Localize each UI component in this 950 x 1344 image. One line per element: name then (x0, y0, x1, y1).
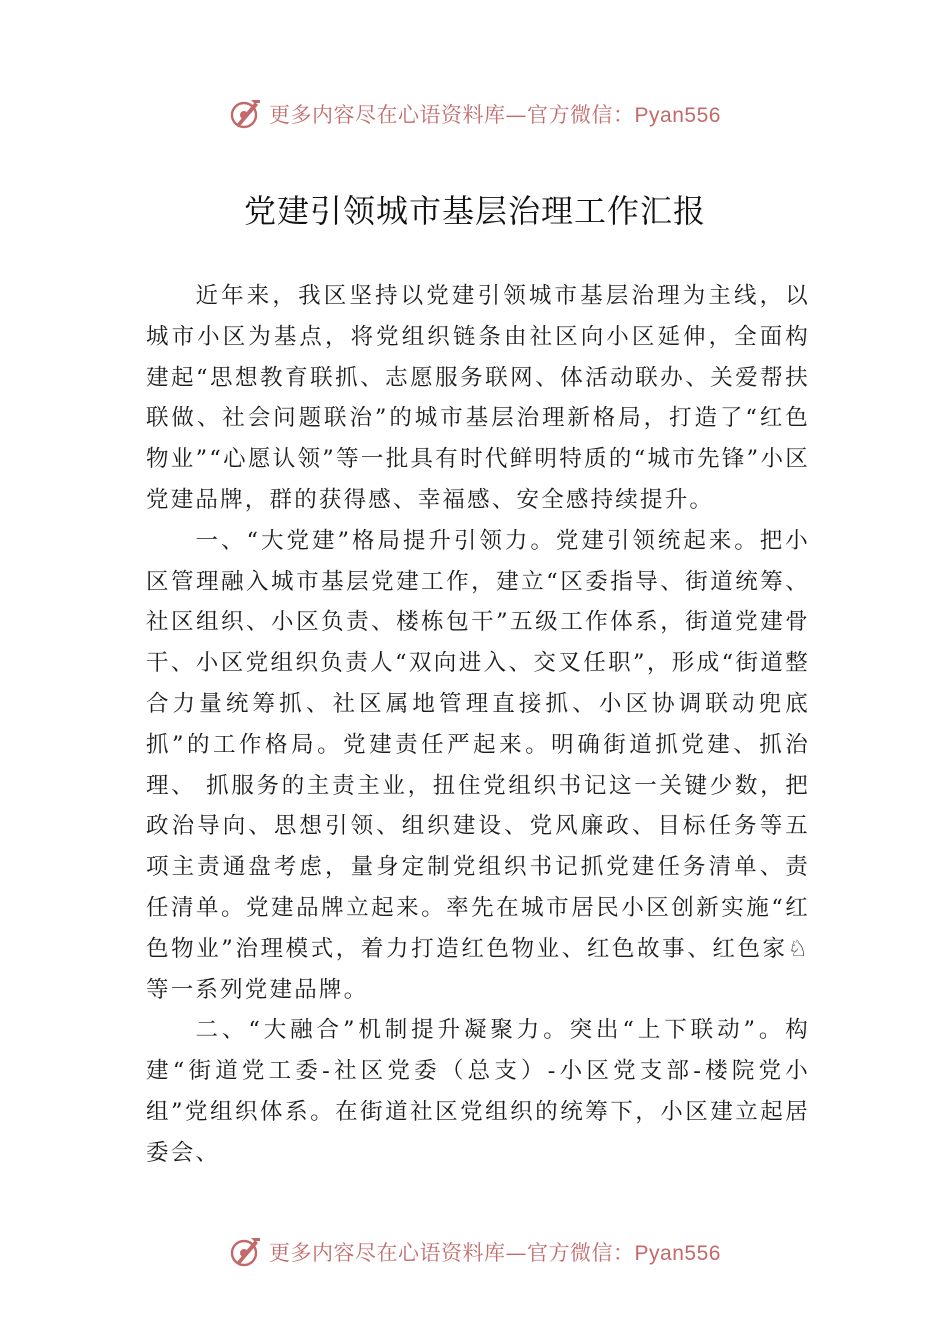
paragraph-section-1: 一、“大党建”格局提升引领力。党建引领统起来。把小区管理融入城市基层党建工作，建立“区委指导、街道统筹、社区组织、小区负责、楼栋包干”五级工作体系，街道党建骨干、小区党组织负责人“双向进入、交叉任职”，形成“街道整合力量统筹抓、社区属地管理直接抓、小区协调联动兜底抓”的工作格局。党建责任严起来。明确街道抓党建、抓治理、 抓服务的主责主业，扭住党组织书记这一关键少数，把政治导向、思想引领、组织建设、党风廉政、目标任务等五项主责通盘考虑，量身定制党组织书记抓党建任务清单、责任清单。党建品牌立起来。率先在城市居民小区创新实施“红色物业”治理模式，着力打造红色物业、红色故事、红色家♘等一系列党建品牌。 (146, 527, 810, 1003)
watermark-text: 更多内容尽在心语资料库—官方微信：Pyan556 (269, 103, 721, 127)
document-title: 党建引领城市基层治理工作汇报 (243, 192, 706, 230)
watermark-banner-top (0, 94, 950, 134)
quill-seal-icon (229, 1235, 263, 1269)
paragraph-section-2: 二、“大融合”机制提升凝聚力。突出“上下联动”。构建“街道党工委-社区党委（总支）-小区党支部-楼院党小组”党组织体系。在街道社区党组织的统筹下，小区建立起居委会、 (146, 1017, 810, 1166)
watermark-text: 更多内容尽在心语资料库—官方微信：Pyan556 (269, 1241, 721, 1265)
wechat-id: Pyan556 (634, 104, 721, 127)
watermark-banner-bottom (0, 1232, 950, 1272)
wechat-id: Pyan556 (634, 1242, 721, 1265)
quill-seal-icon (229, 97, 263, 131)
document-body (146, 276, 810, 1174)
paragraph-intro: 近年来，我区坚持以党建引领城市基层治理为主线，以城市小区为基点，将党组织链条由社区向小区延伸，全面构建起“思想教育联抓、志愿服务联网、体活动联办、关爱帮扶联做、社会问题联治”的城市基层治理新格局，打造了“红色物业”“心愿认领”等一批具有时代鲜明特质的“城市先锋”小区党建品牌，群的获得感、幸福感、安全感持续提升。 (146, 283, 810, 513)
